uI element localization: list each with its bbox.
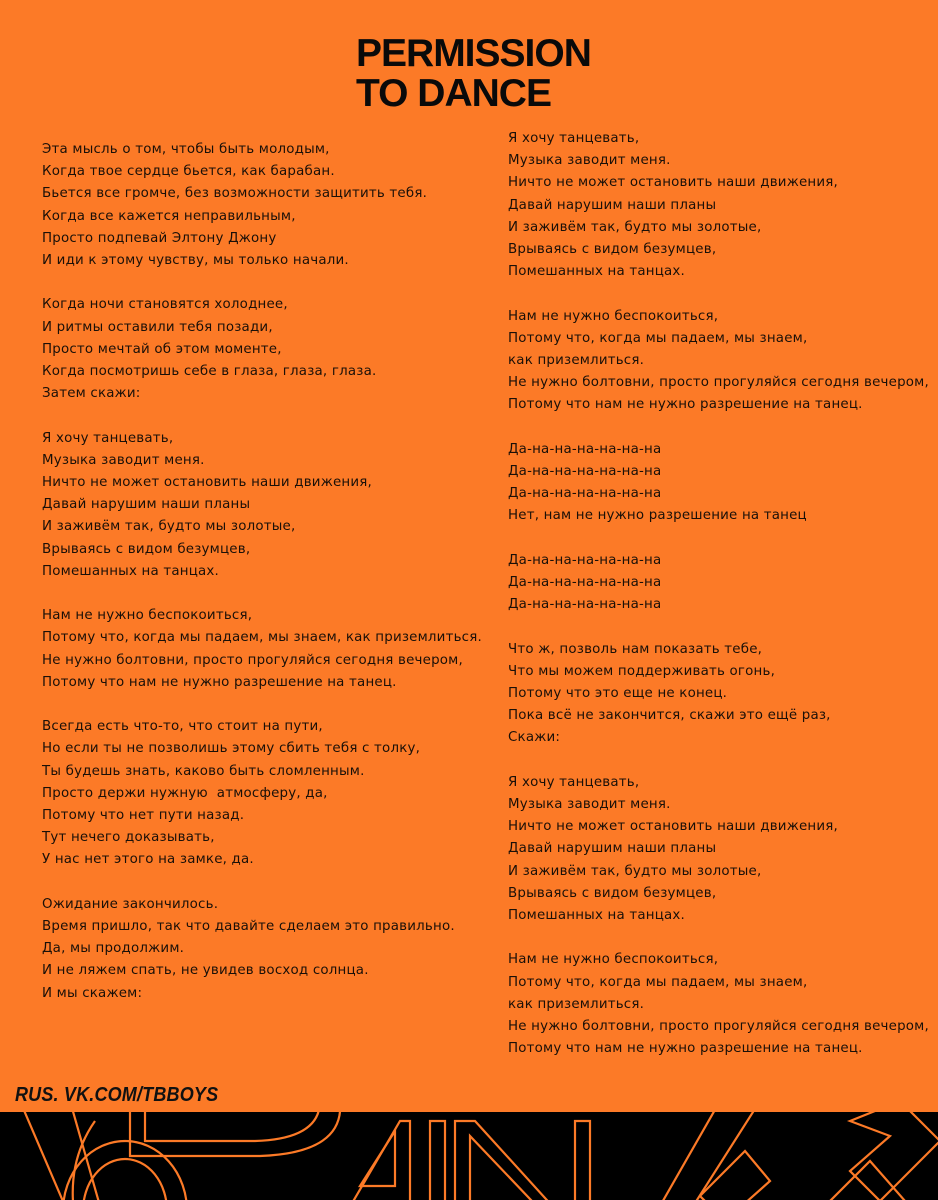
lyric-line: Затем скажи: (42, 386, 141, 402)
lyric-line: Потому что нам не нужно разрешение на танец. (508, 397, 863, 413)
lyric-line: Давай нарушим наши планы (42, 497, 251, 513)
lyric-line: Музыка заводит меня. (508, 153, 671, 169)
lyric-line: Бьется все громче, без возможности защитить тебя. (42, 186, 428, 202)
lyric-line: Когда посмотришь себе в глаза, глаза, глаза. (42, 364, 377, 380)
lyric-line: Нам не нужно беспокоиться, (42, 608, 253, 624)
stanza (42, 716, 482, 871)
lyric-line: Я хочу танцевать, (42, 430, 174, 446)
lyric-line: И не ляжем спать, не увидев восход солнца. (42, 963, 369, 979)
stanza (42, 294, 482, 405)
lyric-line: Да-на-на-на-на-на-на (508, 597, 662, 613)
lyric-line: Но если ты не позволишь этому сбить тебя с толку, (42, 741, 421, 757)
lyric-line: Давай нарушим наши планы (508, 197, 717, 213)
lyric-line: Ты будешь знать, каково быть сломленным. (42, 763, 365, 779)
stanza (508, 772, 929, 927)
lyric-line: Потому что это еще не конец. (508, 686, 728, 702)
lyric-line: Нам не нужно беспокоиться, (508, 308, 719, 324)
lyric-line: Просто мечтай об этом моменте, (42, 341, 282, 357)
stanza (42, 428, 482, 583)
lyric-line: как приземлиться. (508, 353, 645, 369)
lyric-line: Да, мы продолжим. (42, 941, 185, 957)
lyric-line: И мы скажем: (42, 985, 143, 1001)
lyric-line: Что ж, позволь нам показать тебе, (508, 641, 763, 657)
footer-dance-graphic (0, 1111, 938, 1200)
lyric-line: Просто держи нужную атмосферу, да, (42, 785, 328, 801)
lyric-line: Да-на-на-на-на-на-на (508, 552, 662, 568)
lyric-line: Всегда есть что-то, что стоит на пути, (42, 719, 323, 735)
stanza (508, 439, 929, 528)
lyric-line: Не нужно болтовни, просто прогуляйся сегодня вечером, (508, 375, 929, 391)
lyric-line: Потому что, когда мы падаем, мы знаем, как приземлиться. (42, 630, 482, 646)
lyric-line: Врываясь с видом безумцев, (42, 541, 251, 557)
lyric-line: Помешанных на танцах. (508, 908, 686, 924)
page-title (356, 34, 616, 114)
lyric-line: Да-на-на-на-на-на-на (508, 575, 662, 591)
lyric-line: Ничто не может остановить наши движения, (508, 175, 838, 191)
lyric-line: Давай нарушим наши планы (508, 841, 717, 857)
lyric-line: как приземлиться. (508, 996, 645, 1012)
stanza (42, 139, 482, 272)
lyric-line: Время пришло, так что давайте сделаем это правильно. (42, 919, 455, 935)
lyric-line: Эта мысль о том, чтобы быть молодым, (42, 142, 330, 157)
lyrics-left-column (42, 139, 482, 1027)
stanza (508, 639, 929, 750)
lyric-line: Нет, нам не нужно разрешение на танец (508, 508, 807, 524)
lyric-line: Скажи: (508, 730, 561, 746)
lyric-line: Музыка заводит меня. (508, 797, 671, 813)
lyric-line: Потому что, когда мы падаем, мы знаем, (508, 330, 808, 346)
lyric-line: Не нужно болтовни, просто прогуляйся сегодня вечером, (42, 652, 463, 668)
stanza (508, 949, 929, 1060)
lyric-line: Я хочу танцевать, (508, 131, 640, 146)
dance-outline-letters-icon (0, 1111, 938, 1200)
lyric-line: Помешанных на танцах. (42, 563, 220, 579)
lyric-line: Нам не нужно беспокоиться, (508, 952, 719, 968)
lyric-line: Что мы можем поддерживать огонь, (508, 663, 776, 679)
lyric-line: И заживём так, будто мы золотые, (42, 519, 296, 535)
stanza (508, 550, 929, 617)
lyric-line: Когда все кажется неправильным, (42, 208, 296, 224)
lyric-line: Потому что нет пути назад. (42, 808, 245, 824)
lyric-line: И заживём так, будто мы золотые, (508, 219, 762, 235)
lyric-line: И ритмы оставили тебя позади, (42, 319, 273, 335)
lyric-line: Потому что нам не нужно разрешение на танец. (508, 1041, 863, 1057)
lyric-line: Музыка заводит меня. (42, 452, 205, 468)
lyric-line: Врываясь с видом безумцев, (508, 242, 717, 258)
lyric-line: Потому что нам не нужно разрешение на танец. (42, 674, 397, 690)
lyric-line: Помешанных на танцах. (508, 264, 686, 280)
lyric-line: Да-на-на-на-на-на-на (508, 464, 662, 480)
lyric-line: Пока всё не закончится, скажи это ещё раз, (508, 708, 831, 724)
lyric-line: Когда твое сердце бьется, как барабан. (42, 164, 335, 180)
lyric-line: Ничто не может остановить наши движения, (42, 475, 372, 491)
lyric-line: У нас нет этого на замке, да. (42, 852, 254, 868)
lyric-line: Я хочу танцевать, (508, 774, 640, 790)
lyric-line: Потому что, когда мы падаем, мы знаем, (508, 974, 808, 990)
stanza (508, 128, 929, 283)
lyric-line: Не нужно болтовни, просто прогуляйся сегодня вечером, (508, 1019, 929, 1035)
lyric-line: Да-на-на-на-на-на-на (508, 486, 662, 502)
lyric-line: Просто подпевай Элтону Джону (42, 230, 277, 246)
lyric-line: Тут нечего доказывать, (42, 830, 215, 846)
lyric-line: И заживём так, будто мы золотые, (508, 863, 762, 879)
title-line-2: TO DANCE (356, 72, 551, 115)
lyric-line: Да-на-на-на-на-на-на (508, 441, 662, 457)
stanza (42, 894, 482, 1005)
lyric-line: И иди к этому чувству, мы только начали. (42, 253, 349, 269)
title-line-1: PERMISSION (356, 32, 591, 75)
source-credit-link[interactable]: RUS. VK.COM/TBBOYS (15, 1084, 219, 1106)
stanza (508, 306, 929, 417)
lyric-line: Когда ночи становятся холоднее, (42, 297, 288, 313)
lyrics-right-column (508, 128, 929, 1083)
lyric-line: Врываясь с видом безумцев, (508, 885, 717, 901)
lyric-line: Ожидание закончилось. (42, 896, 219, 912)
lyric-line: Ничто не может остановить наши движения, (508, 819, 838, 835)
stanza (42, 605, 482, 694)
